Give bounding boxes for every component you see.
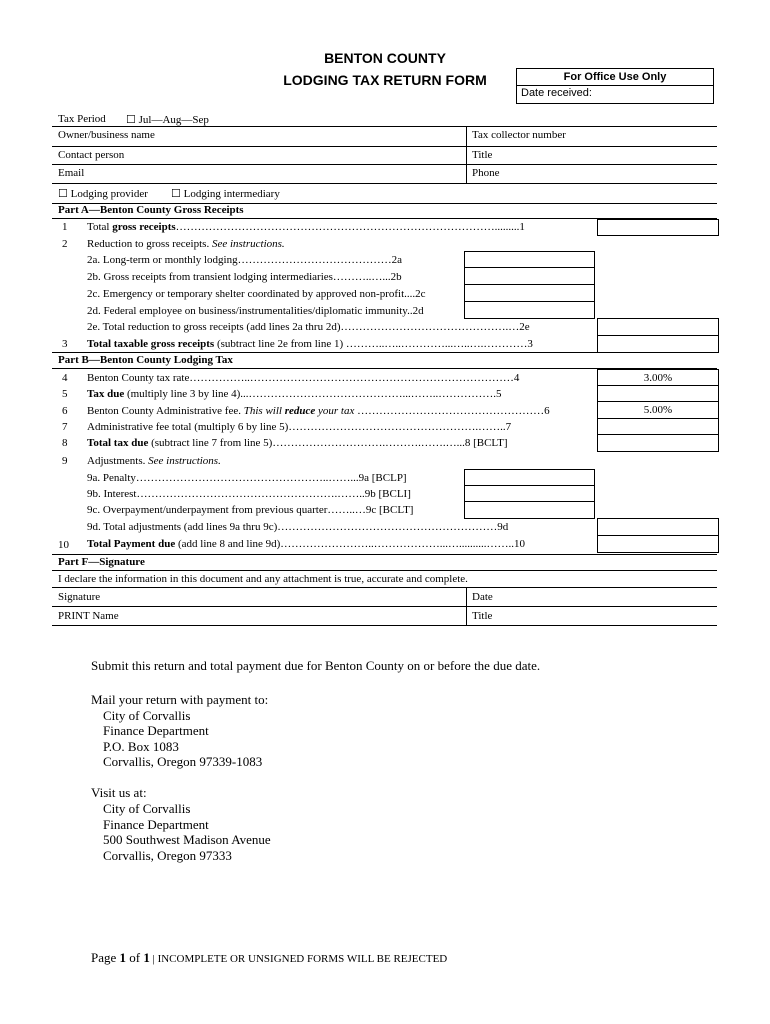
print-name-field[interactable]: PRINT Name: [58, 610, 119, 622]
line-2d-label: 2d. Federal employee on business/instrumentalities/diplomatic immunity..2d: [87, 305, 424, 317]
line-9d-label: 9d. Total adjustments (add lines 9a thru 9c)……………………………………………………9d: [87, 521, 509, 533]
declaration-text: I declare the information in this document and any attachment is true, accurate and complete.: [58, 573, 468, 585]
office-use-box: [516, 68, 714, 104]
tax-period-label: Tax Period: [58, 113, 106, 125]
mail-address-line2: Finance Department: [103, 723, 209, 738]
form-title-line2: LODGING TAX RETURN FORM: [283, 72, 487, 88]
visit-address-line2: Finance Department: [103, 817, 209, 832]
line-2-label: Reduction to gross receipts. See instructions.: [87, 238, 285, 250]
line-2a-label: 2a. Long-term or monthly lodging……………………………………2a: [87, 254, 402, 266]
line-2e-label: 2e. Total reduction to gross receipts (add lines 2a thru 2d)……………………………………….…2e: [87, 321, 530, 333]
mail-address-line1: City of Corvallis: [103, 708, 191, 723]
line-3-number: 3: [62, 338, 68, 350]
line-3-input[interactable]: [597, 335, 719, 353]
line-4-label: Benton County tax rate……………..………………………………………………………………4: [87, 372, 520, 384]
line-9-label: Adjustments. See instructions.: [87, 455, 221, 467]
line-2-number: 2: [62, 238, 68, 250]
line-9-number: 9: [62, 455, 68, 467]
line-10-number: 10: [58, 539, 69, 551]
line-1-label: Total gross receipts…………………………………………………………………………….........1: [87, 221, 525, 233]
admin-fee-value: 5.00%: [643, 404, 673, 416]
form-title-line1: BENTON COUNTY: [324, 50, 446, 66]
submit-instruction: Submit this return and total payment due for Benton County on or before the due date.: [91, 658, 541, 673]
line-6-number: 6: [62, 405, 68, 417]
lodging-provider-checkbox[interactable]: ☐ Lodging provider: [58, 188, 148, 200]
signature-field[interactable]: Signature: [58, 591, 101, 603]
line-6-value-box: [597, 401, 719, 419]
date-received-field[interactable]: Date received:: [521, 87, 592, 99]
part-f-heading: Part F—Signature: [58, 556, 145, 568]
line-7-label: Administrative fee total (multiply 6 by line 5)…………………………………………….……..7: [87, 421, 512, 433]
line-2b-label: 2b. Gross receipts from transient lodging intermediaries………..…...2b: [87, 271, 402, 283]
line-2c-input[interactable]: [464, 284, 595, 302]
line-9b-label: 9b. Interest……………………………………………….……..9b [BCLI]: [87, 488, 411, 500]
tax-rate-value: 3.00%: [643, 372, 673, 384]
lodging-intermediary-checkbox[interactable]: ☐ Lodging intermediary: [171, 188, 280, 200]
visit-label: Visit us at:: [91, 785, 147, 800]
line-2b-input[interactable]: [464, 267, 595, 285]
mail-address-line3: P.O. Box 1083: [103, 739, 179, 754]
part-b-heading: Part B—Benton County Lodging Tax: [58, 354, 233, 366]
visit-address-line1: City of Corvallis: [103, 801, 191, 816]
line-7-number: 7: [62, 421, 68, 433]
line-3-label: Total taxable gross receipts (subtract line 2e from line 1) ………..…..…………...…..….…………3: [87, 338, 533, 350]
line-10-input[interactable]: [597, 535, 719, 553]
part-a-heading: Part A—Benton County Gross Receipts: [58, 204, 244, 216]
line-6-label: Benton County Administrative fee. This will reduce your tax ……………………………………………6: [87, 405, 550, 417]
signature-date-field[interactable]: Date: [472, 591, 493, 603]
mail-label: Mail your return with payment to:: [91, 692, 269, 707]
contact-person-field[interactable]: Contact person: [58, 149, 125, 161]
collector-number-field[interactable]: Tax collector number: [472, 129, 566, 141]
line-5-number: 5: [62, 388, 68, 400]
tax-period-checkbox[interactable]: ☐ Jul—Aug—Sep: [126, 114, 209, 126]
line-1-input[interactable]: [597, 219, 719, 236]
visit-address-line3: 500 Southwest Madison Avenue: [103, 832, 271, 847]
line-4-number: 4: [62, 372, 68, 384]
line-9d-input[interactable]: [597, 518, 719, 536]
line-8-number: 8: [62, 437, 68, 449]
line-9c-label: 9c. Overpayment/underpayment from previous quarter……..…9c [BCLT]: [87, 504, 414, 516]
line-2c-label: 2c. Emergency or temporary shelter coordinated by approved non-profit....2c: [87, 288, 426, 300]
line-5-label: Tax due (multiply line 3 by line 4)...……………………………………...……..…………….5: [87, 388, 502, 400]
line-9a-label: 9a. Penalty……………………………………………..……...9a [BCLP]: [87, 472, 407, 484]
line-8-label: Total tax due (subtract line 7 from line 5)………………………….……….…….…...8 [BCLT]: [87, 437, 508, 449]
line-10-label: Total Payment due (add line 8 and line 9d)……………………..………………...…..........……..10: [87, 538, 526, 550]
line-9c-input[interactable]: [464, 501, 595, 519]
line-2e-input[interactable]: [597, 318, 719, 336]
phone-field[interactable]: Phone: [472, 167, 500, 179]
line-2d-input[interactable]: [464, 301, 595, 319]
owner-field[interactable]: Owner/business name: [58, 129, 155, 141]
title-field[interactable]: Title: [472, 149, 493, 161]
signer-title-field[interactable]: Title: [472, 610, 493, 622]
page-footer: Page 1 of 1 | INCOMPLETE OR UNSIGNED FORMS WILL BE REJECTED: [91, 950, 448, 965]
visit-address-line4: Corvallis, Oregon 97333: [103, 848, 232, 863]
email-field[interactable]: Email: [58, 167, 85, 179]
line-8-input[interactable]: [597, 434, 719, 452]
mail-address-line4: Corvallis, Oregon 97339-1083: [103, 754, 263, 769]
office-use-heading: For Office Use Only: [517, 69, 713, 86]
line-1-number: 1: [62, 221, 68, 233]
